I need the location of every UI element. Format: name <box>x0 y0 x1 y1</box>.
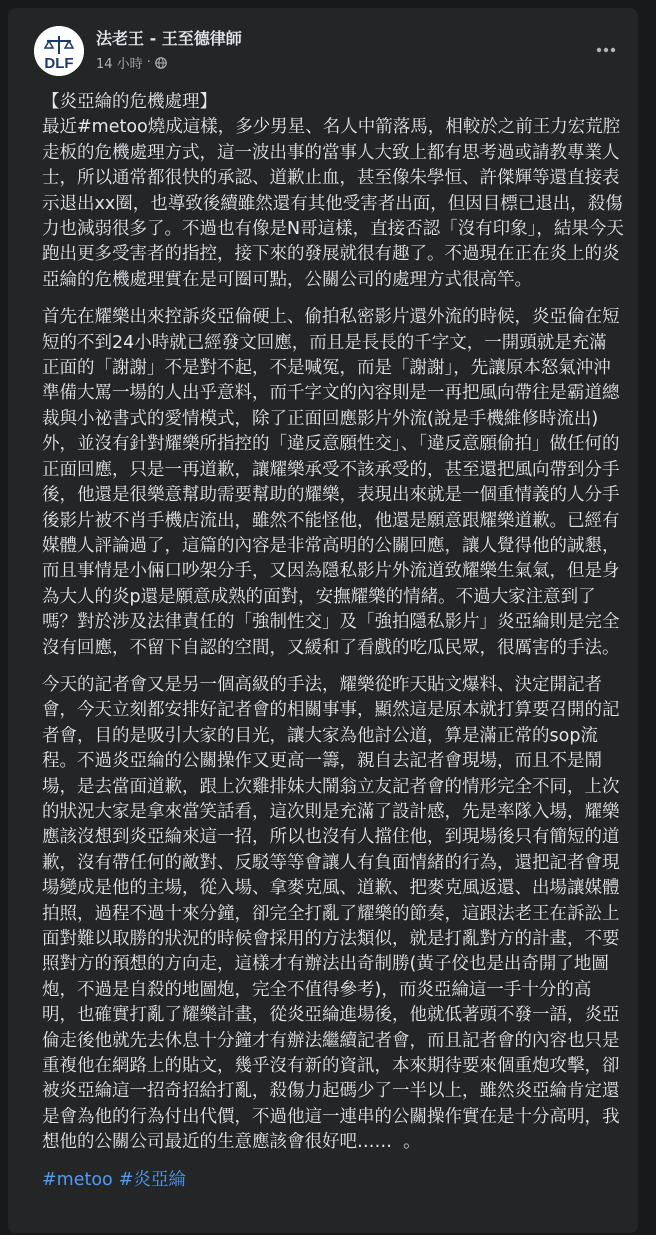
post-time[interactable]: 14 小時 <box>96 57 143 72</box>
post-title: 【炎亞綸的危機處理】 <box>42 92 217 112</box>
post-paragraph: 最近#metoo燒成這樣，多少男星、名人中箭落馬，相較於之前王力宏荒腔走板的危機處理方式，這一波出事的當事人大致上都有思考過或請教專業人士，所以通常都很快的承認、道歉止血，甚至像朱學恒、許傑輝等還直接表示退出xx圈，也導致後續雖然還有其他受害者出面，但因目標已退出，殺傷力也減弱很多了。不過也有像是N哥這樣，直接否認「沒有印象」，結果今天跑出更多受害者的指控，接下來的發展就很有趣了。不過現在正在炎上的炎亞綸的危機處理實在是可圈可點，公關公司的處理方式很高竿。 <box>42 117 624 290</box>
post-paragraph: 今天的記者會又是另一個高級的手法，耀樂從昨天貼文爆料、決定開記者會，今天立刻都安排好記者會的相關事事，顯然這是原本就打算要召開的記者會，目的是吸引大家的目光，讓大家為他討公道，算是滿正常的sop流程。不過炎亞綸的公關操作又更高一籌，親自去記者會現場，而且不是鬧場，是去當面道歉，跟上次雞排妹大鬧翁立友記者會的情形完全不同，上次的狀況大家是拿來當笑話看，這次則是充滿了設計感，先是率隊入場，耀樂應該沒想到炎亞綸來這一招，所以也沒有人擋住他，到現場後只有簡短的道歉，沒有帶任何的敵對、反駁等等會讓人有負面情緒的行為，還把記者會現場變成是他的主場，從入場、拿麥克風、道歉、把麥克風返還、出場讓媒體拍照，過程不過十來分鐘，卻完全打亂了耀樂的節奏，這跟法老王在訴訟上面對難以取勝的狀況的時候會採用的方法類似，就是打亂對方的計畫，不要照對方的預想的方向走，這樣才有辦法出奇制勝(黃子佼也是出奇開了地圖炮，不過是自殺的地圖炮，完全不值得參考)，而炎亞綸這一手十分的高明，也確實打亂了耀樂計畫，從炎亞綸進場後，他就低著頭不發一語，炎亞倫走後他就先去休息十分鐘才有辦法繼續記者會，而且記者會的內容也只是重複他在網路上的貼文，幾乎沒有新的資訊，本來期待要來個重炮攻擊，卻被炎亞綸這一招奇招給打亂，殺傷力起碼少了一半以上，雖然炎亞綸肯定還是會為他的行為付出代價，不過他這一連串的公關操作實在是十分高明，我想他的公關公司最近的生意應該會很好吧…… 。 <box>42 674 620 1153</box>
globe-icon[interactable] <box>155 57 167 69</box>
hashtag-link[interactable]: #metoo <box>42 1169 113 1190</box>
author-name[interactable]: 法老王 - 王至德律師 <box>96 29 242 48</box>
post-body <box>42 90 624 1193</box>
post-meta <box>96 53 167 72</box>
svg-text:DLF: DLF <box>44 55 74 72</box>
hashtag-link[interactable]: #炎亞綸 <box>118 1169 186 1190</box>
more-options-button[interactable] <box>588 32 624 68</box>
post-header <box>8 8 638 88</box>
dlf-logo <box>34 26 84 76</box>
post-card <box>8 8 638 1233</box>
hashtag-list <box>42 1168 624 1193</box>
more-dots-icon <box>596 47 616 53</box>
post-paragraph: 首先在耀樂出來控訴炎亞倫硬上、偷拍私密影片還外流的時候，炎亞倫在短短的不到24小時就已經發文回應，而且是長長的千字文，一開頭就是充滿正面的「謝謝」不是對不起，不是喊冤，而是「謝謝」，先讓原本怒氣沖沖準備大罵一場的人出乎意料，而千字文的內容則是一再把風向帶往是霸道總裁與小祕書式的愛情模式，除了正面回應影片外流(說是手機維修時流出)外，並沒有針對耀樂所指控的「違反意願性交」、「違反意願偷拍」做任何的正面回應，只是一再道歉，讓耀樂承受不該承受的，甚至還把風向帶到分手後，他還是很樂意幫助需要幫助的耀樂，表現出來就是一個重情義的人分手後影片被不肖手機店流出，雖然不能怪他，他還是願意跟耀樂道歉。已經有媒體人評論過了，這篇的內容是非常高明的公關回應，讓人覺得他的誠懇，而且事情是小倆口吵架分手，又因為隱私影片外流道致耀樂生氣氣，但是身為大人的炎p還是願意成熟的面對，安撫耀樂的情緒。不過大家注意到了嗎？對於涉及法律責任的「強制性交」及「強拍隱私影片」炎亞綸則是完全沒有回應，不留下自認的空間，又緩和了看戲的吃瓜民眾，很厲害的手法。 <box>42 307 620 658</box>
avatar[interactable] <box>34 26 84 76</box>
meta-separator: · <box>146 55 151 70</box>
